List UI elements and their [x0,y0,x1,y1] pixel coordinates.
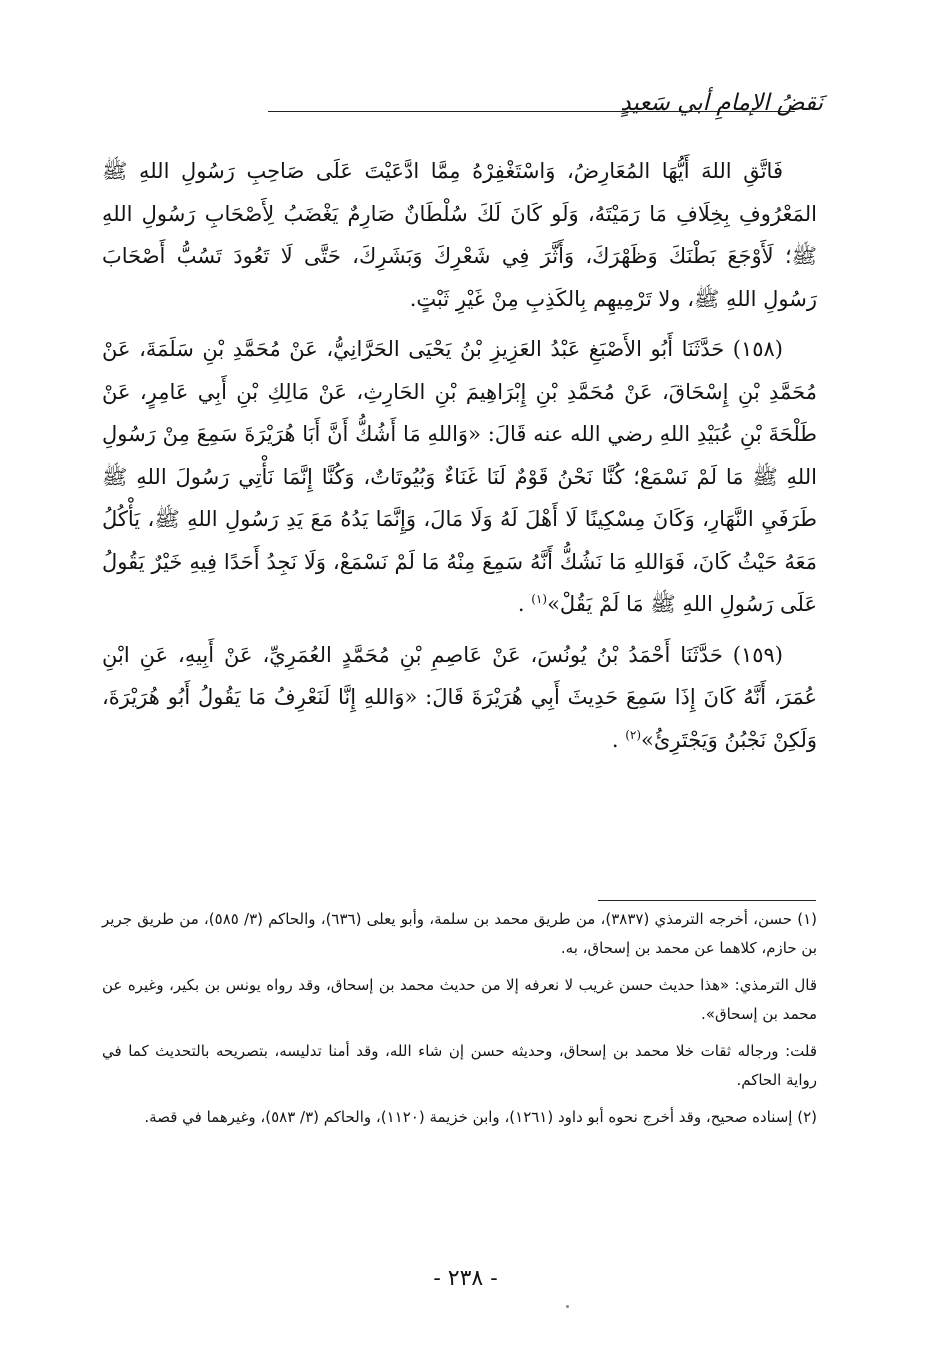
footnote-2: (٢) إسناده صحيح، وقد أخرج نحوه أبو داود (١٢٦١)، وابن خزيمة (١١٢٠)، والحاكم (٣/ ٥٨٣)، وغيرهما في قصة. [144,1108,817,1126]
footnote-ref-2[interactable]: (٢) [625,727,642,742]
paragraph-hadith-158: (١٥٨) حَدَّثَنَا أَبُو الأَصْبَغِ عَبْدُ العَزِيزِ بْنُ يَحْيَى الحَرَّانِيُّ، عَنْ مُحَمَّدِ بْنِ سَلَمَةَ، عَنْ مُحَمَّدِ بْنِ إِسْحَاقَ، عَنْ مُحَمَّدِ بْنِ إِبْرَاهِيمَ بْنِ الحَارِثِ، عَنْ مَالِكِ بْنِ أَبِي عَامِرٍ، عَنْ طَلْحَةَ بْنِ عُبَيْدِ اللهِ رضي الله عنه قَالَ: «وَاللهِ مَا أَشُكُّ أَنَّ أَبَا هُرَيْرَةَ سَمِعَ مِنْ رَسُولِ اللهِ ﷺ مَا لَمْ نَسْمَعْ؛ كُنَّا نَحْنُ قَوْمٌ لَنَا غَنَاءٌ وَبُيُوتَاتٌ، وَكُنَّا إِنَّمَا نَأْتِي رَسُولَ اللهِ ﷺ طَرَفَيِ النَّهَارِ، وَكَانَ مِسْكِينًا لَا أَهْلَ لَهُ وَلَا مَالَ، وَإِنَّمَا يَدُهُ مَعَ يَدِ رَسُولِ اللهِ ﷺ، يَأْكُلُ مَعَهُ حَيْثُ كَانَ، فَوَاللهِ مَا نَشُكُّ أَنَّهُ سَمِعَ مِنْهُ مَا لَمْ نَسْمَعْ، وَلَا نَجِدُ أَحَدًا فِيهِ خَيْرٌ يَقُولُ عَلَى رَسُولِ اللهِ ﷺ مَا لَمْ يَقُلْ»$^{(١)}$ . [102,337,817,616]
paragraph-text: (١٥٨) حَدَّثَنَا أَبُو الأَصْبَغِ عَبْدُ العَزِيزِ بْنُ يَحْيَى الحَرَّانِيُّ، عَنْ مُحَمَّدِ بْنِ سَلَمَةَ، عَنْ مُحَمَّدِ بْنِ إِسْحَاقَ، عَنْ مُحَمَّدِ بْنِ إِبْرَاهِيمَ بْنِ الحَارِثِ، عَنْ مَالِكِ بْنِ أَبِي عَامِرٍ، عَنْ طَلْحَةَ بْنِ عُبَيْدِ اللهِ رضي الله عنه قَالَ: «وَاللهِ مَا أَشُكُّ أَنَّ أَبَا هُرَيْرَةَ سَمِعَ مِنْ رَسُولِ اللهِ ﷺ مَا لَمْ نَسْمَعْ؛ كُنَّا نَحْنُ قَوْمٌ لَنَا غَنَاءٌ وَبُيُوتَاتٌ، وَكُنَّا إِنَّمَا نَأْتِي رَسُولَ اللهِ ﷺ طَرَفَيِ النَّهَارِ، وَكَانَ مِسْكِينًا لَا أَهْلَ لَهُ وَلَا مَالَ، وَإِنَّمَا يَدُهُ مَعَ يَدِ رَسُولِ اللهِ ﷺ، يَأْكُلُ مَعَهُ حَيْثُ كَانَ، فَوَاللهِ مَا نَشُكُّ أَنَّهُ سَمِعَ مِنْهُ مَا لَمْ نَسْمَعْ، وَلَا نَجِدُ أَحَدًا فِيهِ خَيْرٌ يَقُولُ عَلَى رَسُولِ اللهِ ﷺ مَا لَمْ يَقُلْ» [102,337,817,616]
footnote-ref-1[interactable]: (١) [531,592,548,606]
paragraph-hadith-159: (١٥٩) حَدَّثَنَا أَحْمَدُ بْنُ يُونُسَ، عَنْ عَاصِمِ بْنِ مُحَمَّدٍ العُمَرِيِّ، عَنْ أَبِيهِ، عَنِ ابْنِ عُمَرَ، أَنَّهُ كَانَ إِذَا سَمِعَ حَدِيثَ أَبِي هُرَيْرَةَ قَالَ: «وَاللهِ إِنَّا لَنَعْرِفُ مَا يَقُولُ أَبُو هُرَيْرَةَ، وَلَكِنْ نَجْبُنُ وَيَجْتَرِئُ»$^{(٢)}$ . [102,642,817,752]
paragraph-text: (١٥٩) حَدَّثَنَا أَحْمَدُ بْنُ يُونُسَ، عَنْ عَاصِمِ بْنِ مُحَمَّدٍ العُمَرِيِّ، عَنْ أَبِيهِ، عَنِ ابْنِ عُمَرَ، أَنَّهُ كَانَ إِذَا سَمِعَ حَدِيثَ أَبِي هُرَيْرَةَ قَالَ: «وَاللهِ إِنَّا لَنَعْرِفُ مَا يَقُولُ أَبُو هُرَيْرَةَ، وَلَكِنْ نَجْبُنُ وَيَجْتَرِئُ» [102,642,817,752]
footnote-1-tirmidhi-comment: قال الترمذي: «هذا حديث حسن غريب لا نعرفه إلا من حديث محمد بن إسحاق، وقد رواه يونس بن بكير، وغيره عن محمد بن إسحاق». [102,976,817,1023]
footnote-1-author-note: قلت: ورجاله ثقات خلا محمد بن إسحاق، وحديثه حسن إن شاء الله، وقد أمنا تدليسه، بتصريحه بالتحديث كما في رواية الحاكم. [102,1042,817,1089]
footnote-separator [598,900,816,901]
paragraph-text: فَاتَّقِ اللهَ أَيُّهَا المُعَارِضُ، وَاسْتَغْفِرْهُ مِمَّا ادَّعَيْتَ عَلَى صَاحِبِ رَسُولِ اللهِ ﷺ المَعْرُوفِ بِخِلَافِ مَا رَمَيْتَهُ، وَلَو كَانَ لَكَ سُلْطَانٌ صَارِمٌ يَغْضَبُ لِأَصْحَابِ رَسُولِ اللهِ ﷺ؛ لَأَوْجَعَ بَطْنَكَ وَظَهْرَكَ، وَأَثَّرَ فِي شَعْرِكَ وَبَشَرِكَ، حَتَّى لَا تَعُودَ تَسُبُّ أَصْحَابَ رَسُولِ اللهِ ﷺ، ولا تَرْمِيهِم بِالكَذِبِ مِنْ غَيْرِ ثَبْتٍ. [102,159,817,311]
scan-speck [566,1305,569,1308]
page-number: - ٢٣٨ - [433,1266,498,1291]
footnote-1: (١) حسن، أخرجه الترمذي (٣٨٣٧)، من طريق محمد بن سلمة، وأبو يعلى (٦٣٦)، والحاكم (٣/ ٥٨٥)، من طريق جرير بن حازم، كلاهما عن محمد بن إسحاق، به. [102,910,817,957]
running-header-title: نَقضُ الإمامِ أبي سَعيدٍ [620,90,823,116]
main-text [102,150,817,769]
header-rule [268,111,795,112]
paragraph-commentary [102,150,817,320]
footnotes [102,905,817,1140]
